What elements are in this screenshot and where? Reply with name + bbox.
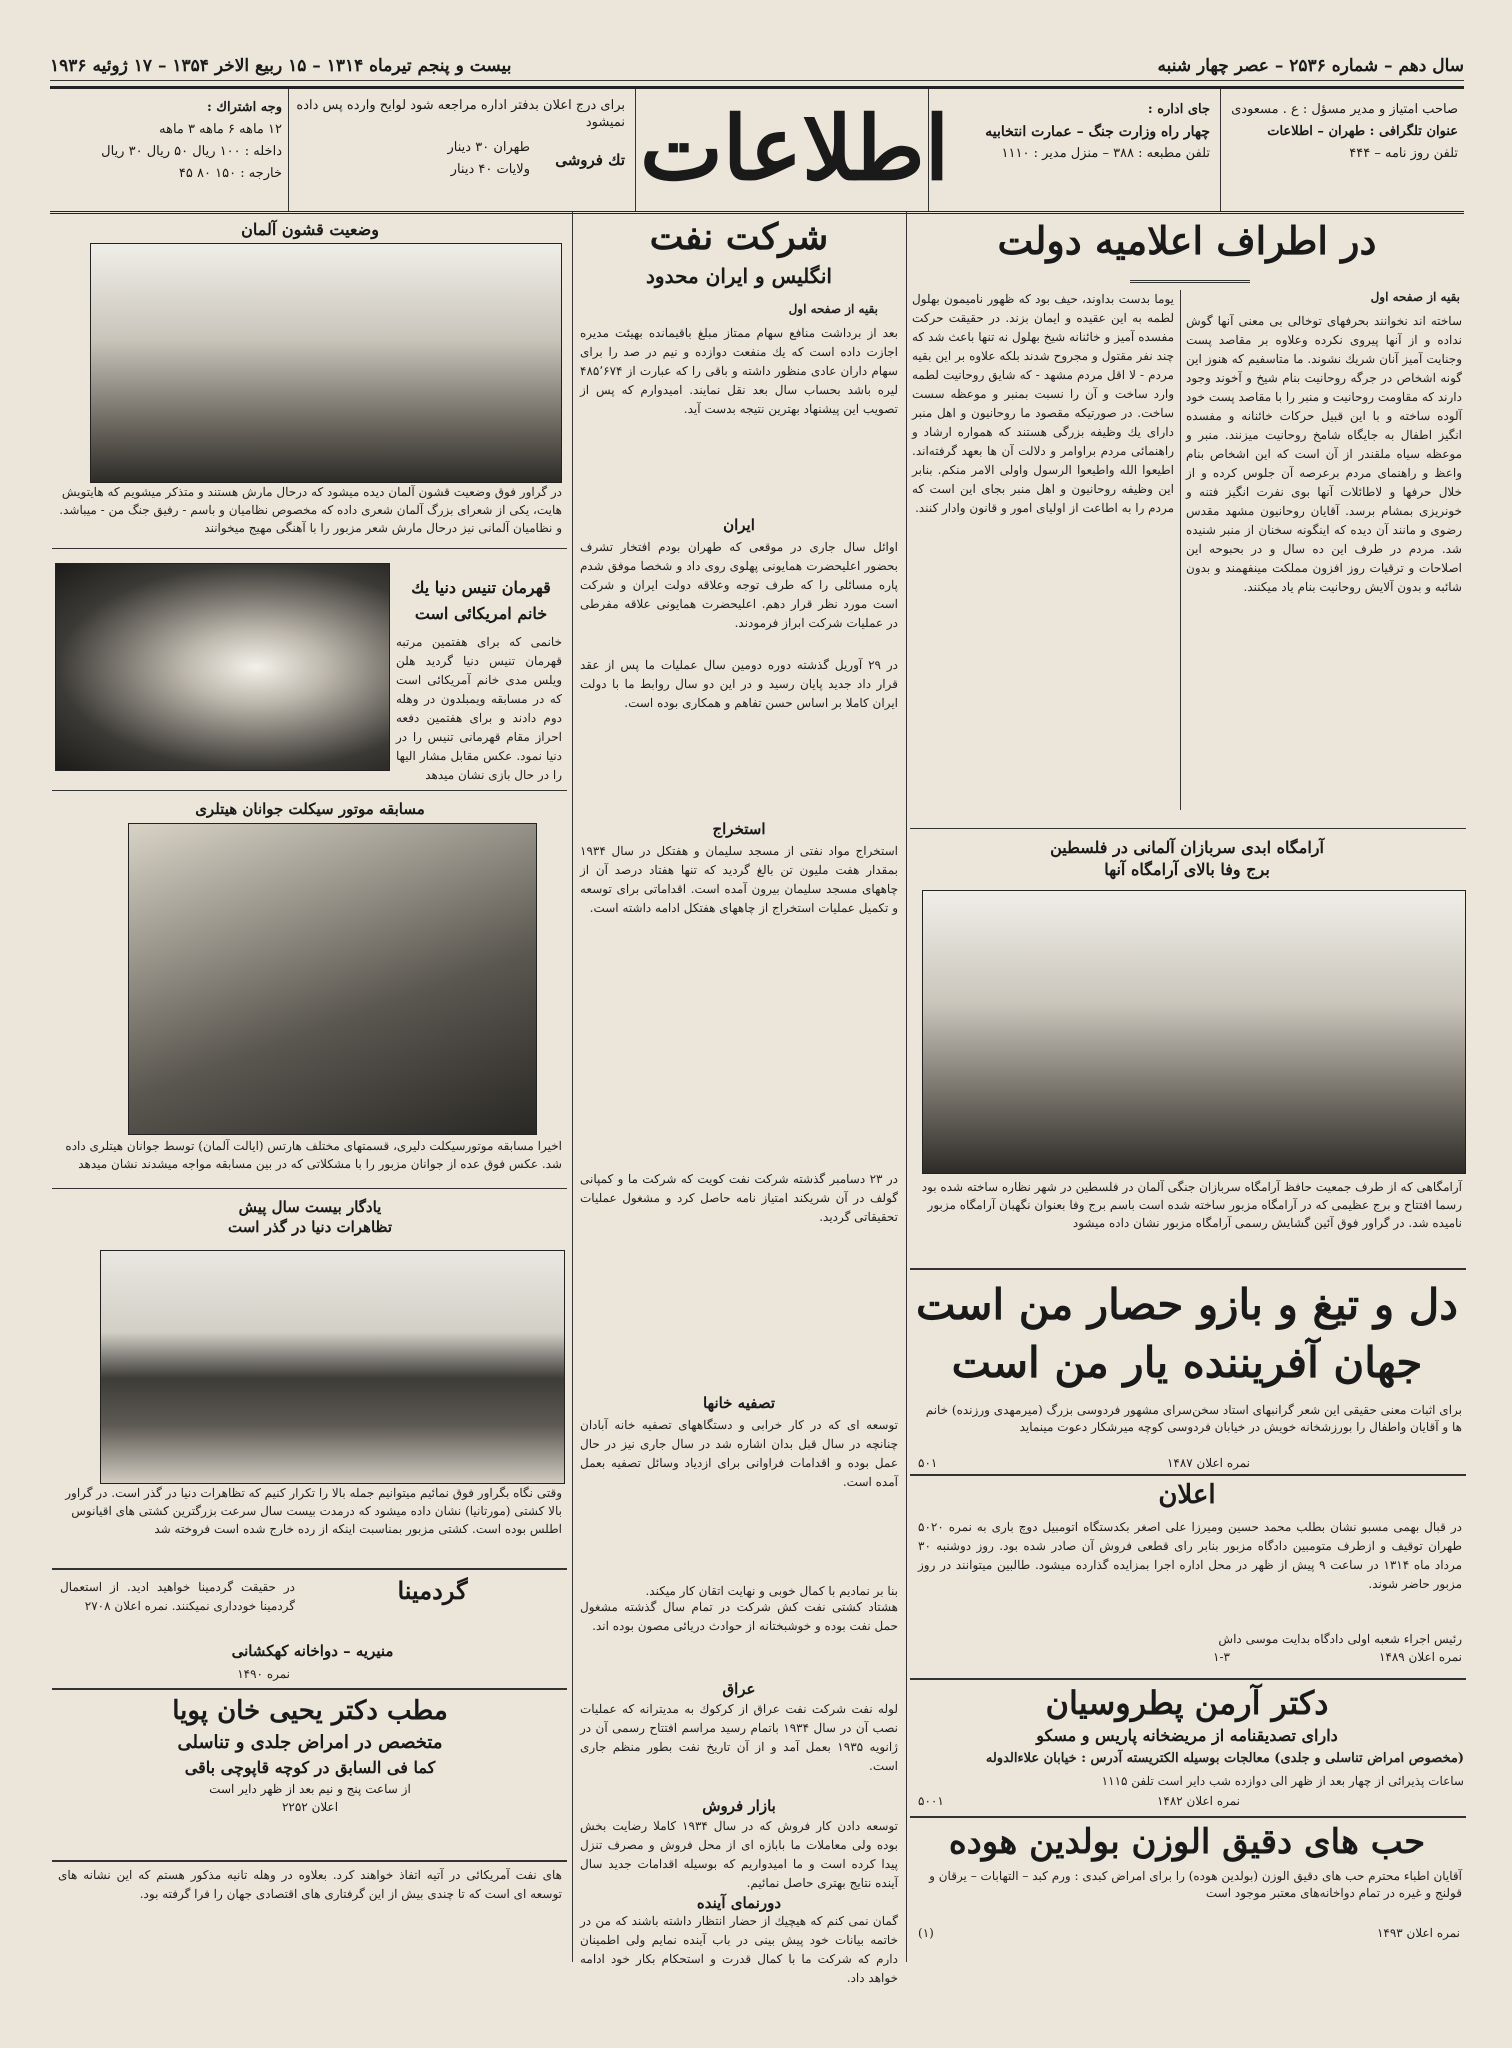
- statement-col-b: یوما بدست بداوند، حیف بود که ظهور نامیمون بهلول لطمه به این عقیده و ایمان بزند. در حقیقت حرکت مفسده آمیز و خائنانه شیخ بهلول نه تنها باعث شد که چند نفر مقتول و مجروح شدند بلکه علاوه بر این بقیه مردم - لا اقل مردم مشهد - که شایق روحانیت لطمه وارد ساخت و آن را نسبت بمنبر و موعظه سست ساخت. در صورتیکه مقصود ما روحانیون و اهل منبر دارای یك وظیفه بزرگی هستند که همواره ارشاد و راهنمائی مردم براوامر و دلالت آن ها بعهد گرفته‌اند. اطیعوا الله واطیعوا الرسول واولی الامر منکم. بنابر این وظیفه روحانیون و اهل منبر بجای این است که مردم را به اطاعت از اولیای امور و قانون وادار کنند.: [912, 292, 1174, 515]
- armen-doctor-title: دکتر آرمن پطروسیان: [1045, 1684, 1329, 1722]
- single-sale: تك فروشی: [555, 151, 625, 169]
- poem-note: برای اثبات معنی حقیقی این شعر گرانبهای استاد سخن‌سرای مشهور فردوسی بزرگ (میرمهدی ورزنده) خانم ها و آقایان واطفال را بورزشخانه خویش در خیابان فردوسی کوچه میرشکار دعوت مینماید: [925, 1403, 1462, 1434]
- heading-iraq: عراق: [722, 1680, 756, 1698]
- tennis-text: خانمی که برای هفتمین مرتبه قهرمان تنیس دنیا گردید هلن ویلس مدی خانم آمریکائی است که در مسابقه ویمبلدون در وهله دوم دادند و برای هفتمین دفعه احراز مقام قهرمانی تنیس را در دنیا نمود. عکس مقابل مشار الیها را در حال بازی نشان میدهد: [396, 635, 562, 782]
- owner-line: صاحب امتیاز و مدیر مسؤل : ع . مسعودی: [1231, 102, 1458, 117]
- subscription-domestic: داخله : ۱۰۰ ریال ۵۰ ریال ۳۰ ریال: [101, 144, 282, 159]
- doctor-title: مطب دکتر یحیی خان پویا: [172, 1696, 448, 1726]
- doctor-address: کما فی السابق در کوچه قاپوچی باقی: [184, 1758, 436, 1777]
- palestine-title: آرامگاه ابدی سربازان آلمانی در فلسطین: [1050, 838, 1324, 857]
- heading-iran: ایران: [723, 516, 755, 534]
- oil-para-6: توسعه ای که در کار خرابی و دستگاههای تصفیه خانه آبادان چنانچه در سال قبل بدان اشاره شد در سال جاری نیز در حال عمل بوده و اقدامات فراوانی برای ازدیاد وسائل تصفیه بعمل آمده است.: [580, 1418, 898, 1489]
- masthead-office-box: [930, 99, 1210, 165]
- date-line: [50, 52, 1464, 81]
- oil-para-7: هشتاد کشتی نفت کش شرکت در تمام سال گذشته مشغول حمل نفت بوده و خوشبختانه از حوادث دریائی مصون بوده اند.: [580, 1600, 898, 1633]
- oil-para-4: استخراج مواد نفتی از مسجد سلیمان و هفتکل در سال ۱۹۳۴ بمقدار هفت ملیون تن بالغ گردید که تنها هفتاد درصد آن از چاههای مسجد سلیمان بیرون آمده است. اقداماتی برای توسعه و تکمیل عملیات استخراج از چاههای هفتکل ادامه داشته است.: [580, 844, 898, 915]
- heading-future: دورنمای آینده: [696, 1894, 782, 1912]
- memory-caption: وقتی نگاه بگراور فوق نمائیم میتوانیم جمله بالا را تکرار کنیم که تظاهرات دنیا در گذر است. در گراور بالا کشتی (مورتانیا) نشان داده میشود که درمدت بیست سال سرعت بزرگترین کشتی های اقیانوس اطلس بوده است. کشتی مزبور بمناسبت اینکه از رده خارج شده است فروخته شد: [65, 1486, 562, 1536]
- memory-subtitle: تظاهرات دنیا در گذر است: [227, 1218, 392, 1236]
- armen-doctor-specialty: (مخصوص امراض تناسلی و جلدی) معالجات بوسیله الکتریسته آدرس : خیابان علاءالدوله: [985, 1751, 1464, 1766]
- poem-line-1: دل و تیغ و بازو حصار من است: [916, 1280, 1458, 1329]
- office-title: جای اداره :: [1147, 102, 1210, 117]
- masthead-subscription-box: [56, 97, 282, 185]
- gardina-number: نمره ۱۴۹۰: [237, 1667, 290, 1681]
- government-statement-headline: در اطراف اعلامیه دولت: [997, 218, 1377, 263]
- moto-title: مسابقه موتور سیکلت جوانان هیتلری: [195, 800, 425, 818]
- subscription-title: وجه اشتراك :: [206, 100, 282, 115]
- germany-army-photo: [90, 243, 562, 483]
- office-address: چهار راه وزارت جنگ – عمارت انتخابیه: [985, 124, 1210, 140]
- pills-code: (۱): [918, 1926, 934, 1940]
- pills-number: نمره اعلان ۱۴۹۳: [1376, 1926, 1460, 1940]
- date-left: بیست و پنجم تیرماه ۱۳۱۴ – ۱۵ ربیع الاخر ۱۳۵۴ – ۱۷ ژوئیه ۱۹۳۶: [50, 56, 512, 76]
- germany-caption: در گراور فوق وضعیت قشون آلمان دیده میشود که درحال مارش هستند و متذکر میشویم که هایتویش هایت، یکی از شعرای بزرگ آلمان شعری داده که مخصوص نظامیان و باسم - رفیق جنگ من - میباشد. و نظامیان آلمانی نیز درحال مارش شعر مزبور را با آهنگی مهیج میخوانند: [59, 485, 562, 535]
- statement-col-a: ساخته اند نخوانند بحرفهای توخالی بی معنی آنها گوش نداده و از آنها پیروی نکرده وعلاوه بر مقاصد پست وجنایت آمیز آنان شریك نشوند. ما متاسفیم که هنوز این گونه اشخاص در جرگه روحانیت بنام شیخ و آخوند وجود دارند که مقاومت روحانیت و منبر را با مقاصد پست خود آلوده ساخته و با این قبیل حرکات خائنانه و مفسده انگیز اطفال به جایگاه شامخ روحانیت میزنند. منبر و موعظه سیاه ملقندر از آن است که این اشخاص بنام واعظ و راهنمای مردم برعرصه آن جلوس کرده و از خلال حرفها و لاطائلات آنها بوی نفرت انگیز فتنه و خونریزی بمشام برسد. آقایان روحانیون مشهد مقدس رضوی و مانند آن دیده که اینگونه سخنان از منبر شنیده شد. مردم در طرف این ده سال و در بحبوحه این اصلاحات و ترقیات روز افزون مملکت مینفهمند و بدون شائبه و بدون آلایش روحانیت بنام یاد میکنند.: [1186, 314, 1462, 594]
- palestine-subtitle: برج وفا بالای آرامگاه آنها: [1104, 860, 1270, 879]
- oil-para-9: لوله نفت شرکت نفت عراق از کرکوك به مدیترانه که عملیات نصب آن در سال ۱۹۳۴ باتمام رسید مراسم افتتاح رسمی آن در ژانویه ۱۹۳۵ بعمل آمد و از آن تاریخ نفت بطور منظم جاری است.: [580, 1702, 898, 1773]
- masthead-price-box: [290, 97, 625, 187]
- moto-caption: اخیرا مسابقه موتورسیکلت دلیری، قسمتهای مختلف هارتس (ایالت آلمان) توسط جوانان هیتلری داده شد. عکس فوق عده از جوانان مزبور را با مشکلاتی که در بین مسابقه مواجه میشدند نشان میدهد: [65, 1139, 562, 1171]
- left-bottom-text: های نفت آمریکائی در آتیه اتفاذ خواهند کرد. بعلاوه در وهله تانیه مذکور هستم که این نشانه های توسعه ای است که تا چندی بیش از این گرفتاری های اقتصادی جهان را فرا گرفته بود.: [58, 1868, 562, 1901]
- subscription-foreign: خارجه : ۱۵۰ ۸۰ ۴۵: [178, 166, 282, 181]
- oil-para-11: گمان نمی کنم که هیچیك از حضار انتظار داشته باشند که من در خاتمه بیانات خود پیش بینی در باب آینده نمایم ولی اطمینان دارم که شرکت ما با کمال قدرت و استحکام بکار خود ادامه خواهد داد.: [580, 1914, 898, 1985]
- gardina-title: گردمینا: [397, 1576, 468, 1605]
- doctor-specialty: متخصص در امراض جلدی و تناسلی: [177, 1732, 443, 1753]
- germany-title: وضعیت قشون آلمان: [241, 220, 379, 239]
- palestine-caption: آرامگاهی که از طرف جمعیت حافظ آرامگاه سربازان جنگی آلمان در فلسطین در شهر نظاره ساخته شده بود رسما افتتاح و برج عظیمی که در آرامگاه مزبور ساخته شده است باسم برج وفا بعنوان نگهبان آرامگاه مزبور نامیده شد. در گراور فوق آئین گشایش رسمی آرامگاه مزبور نشان داده میشود: [921, 1180, 1462, 1230]
- announcement-code: ۱-۳: [1213, 1650, 1230, 1664]
- price-provinces: ولایات ۴۰ دینار: [450, 162, 530, 177]
- office-phone: تلفن مطبعه : ۳۸۸ – منزل مدیر : ۱۱۱۰: [1001, 146, 1210, 161]
- announcement-text: در قبال بهمی مسبو نشان بطلب محمد حسین ومیرزا علی اصغر بکدستگاه اتومبیل دوچ باری به نمره ۵۰۲۰ طهران توقیف و ازطرف متومبین دادگاه مزبور بنابر رای قطعی فروش آن صادر شده بود. روز دوشنبه ۳۰ مرداد ماه ۱۳۱۴ در ساعت ۹ پیش از ظهر در محل اداره اجرا بمزایده گذارده میشود. طالبین میتوانند در روز مزبور حاضر شوند.: [918, 1520, 1462, 1591]
- oil-para-5: در ۲۳ دسامبر گذشته شرکت نفت کویت که شرکت ما و کمپانی گولف در آن شریکند امتیاز نامه حاصل کرد و مشغول عملیات تحقیقاتی گردید.: [580, 1172, 899, 1224]
- ads-note: برای درج اعلان بدفتر اداره مراجعه شود لوایح وارده پس داده نمیشود: [296, 98, 625, 130]
- gardina-text: در حقیقت گردمینا خواهید ادید. از استعمال گردمینا خودداری نمیکنند. نمره اعلان ۲۷۰۸: [60, 1580, 295, 1613]
- heading-refineries: تصفیه خانها: [702, 1394, 776, 1412]
- price-tehran: طهران ۳۰ دینار: [447, 140, 530, 155]
- issue-info: سال دهم – شماره ۲۵۳۶ – عصر چهار شنبه: [1157, 56, 1464, 76]
- oil-company-subtitle: انگلیس و ایران محدود: [646, 264, 832, 288]
- pills-text: آقایان اطباء محترم حب های دقیق الوزن (بولدین هوده) را برای امراض کبدی : ورم کبد – التهابات – یرقان و قولنج و غیره در تمام دواخانه‌های معتبر موجود است: [929, 1869, 1462, 1900]
- armen-doctor-code: ۵۰۰۱: [918, 1794, 944, 1808]
- armen-doctor-info: ساعات پذیرائی از چهار بعد از ظهر الی دوازده شب دایر است تلفن ۱۱۱۵: [1101, 1774, 1464, 1788]
- doctor-number: اعلان ۲۲۵۲: [281, 1800, 339, 1814]
- masthead: [50, 86, 1464, 214]
- palestine-cemetery-photo: [922, 890, 1466, 1174]
- newspaper-logo: اطلاعات: [640, 96, 950, 200]
- heading-extraction: استخراج: [712, 820, 766, 838]
- announcement-title: اعلان: [1158, 1480, 1216, 1510]
- armen-doctor-subtitle: دارای تصدیقنامه از مریضخانه پاریس و مسکو: [1036, 1726, 1338, 1745]
- pills-title: حب های دقیق الوزن بولدین هوده: [948, 1822, 1426, 1862]
- oil-company-title: شرکت نفت: [649, 216, 829, 258]
- oil-para-1: بعد از برداشت منافع سهام ممتاز مبلغ باقیمانده بهیئت مدیره اجازت داده است که یك منفعت دوازده و نیم در صد را برای سهام داران عادی منظور داشته و باقی را که عبارت از ۴۸۵٬۶۷۴ لیره باشد بحساب سال بعد نقل نمایند. امیدوارم که پس از تصویب این پیشنهاد بهترین نتیجه بدست آید.: [580, 326, 898, 416]
- masthead-owner-box: [1228, 99, 1458, 165]
- subscription-head: ۱۲ ماهه ۶ ماهه ۳ ماهه: [159, 122, 282, 137]
- oil-para-10: توسعه دادن کار فروش که در سال ۱۹۳۴ کاملا رضایت بخش بوده ولی معاملات ما بابازه ای از محل فروش و مصرف تنزل پیدا کرده است و ما امیدواریم که بوسیله اقدامات جدید سال آینده نتایج بهتری حاصل نمائیم.: [580, 1819, 898, 1890]
- announcement-number: نمره اعلان ۱۴۸۹: [1378, 1650, 1462, 1664]
- memory-title: یادگار بیست سال پیش: [238, 1198, 382, 1216]
- announcement-signature: رئیس اجراء شعبه اولی دادگاه بدایت موسی داش: [1218, 1632, 1462, 1646]
- doctor-hours: از ساعت پنج و نیم بعد از ظهر دایر است: [209, 1782, 411, 1796]
- oil-para-8: بنا بر نمادیم با کمال خوبی و نهایت اتقان کار میکند.: [645, 1584, 898, 1598]
- armen-doctor-number: نمره اعلان ۱۴۸۲: [1156, 1794, 1240, 1808]
- oil-para-2: اوائل سال جاری در موقعی که طهران بودم افتخار تشرف بحضور اعلیحضرت همایونی پهلوی روی داد و شخصا موفق شدم پاره مسائلی را که طرف توجه وعلاقه دولت ایران و شرکت است مورد نظر قرار دهم. اعلیحضرت همایونی علاقه مفرطی در عملیات شرکت ابراز فرمودند.: [580, 540, 898, 630]
- gardina-address: منیریه – دواخانه کهکشانی: [231, 1642, 394, 1660]
- phone-line: تلفن روز نامه – ۴۴۴: [1349, 146, 1458, 161]
- telegraph-line: عنوان تلگرافی : طهران – اطلاعات: [1267, 124, 1458, 139]
- tennis-title: قهرمان تنیس دنیا یك خانم امریکائی است: [411, 578, 551, 623]
- oil-continued: بقیه از صفحه اول: [788, 302, 878, 316]
- poem-code: ۵۰۱: [918, 1456, 938, 1470]
- poem-number: نمره اعلان ۱۴۸۷: [1166, 1456, 1250, 1470]
- ship-photo: [100, 1250, 565, 1484]
- statement-continued: بقیه از صفحه اول: [1370, 290, 1460, 304]
- heading-market: بازار فروش: [702, 1797, 776, 1815]
- tennis-photo: [55, 563, 390, 771]
- poem-line-2: جهان آفریننده یار من است: [951, 1338, 1423, 1387]
- oil-para-3: در ۲۹ آوریل گذشته دوره دومین سال عملیات ما پس از عقد قرار داد جدید پایان رسید و در این دو سال روابط ما با دولت ایران کاملا بر اساس حسن تفاهم و همکاری بوده است.: [580, 658, 899, 710]
- moto-photo: [128, 823, 537, 1135]
